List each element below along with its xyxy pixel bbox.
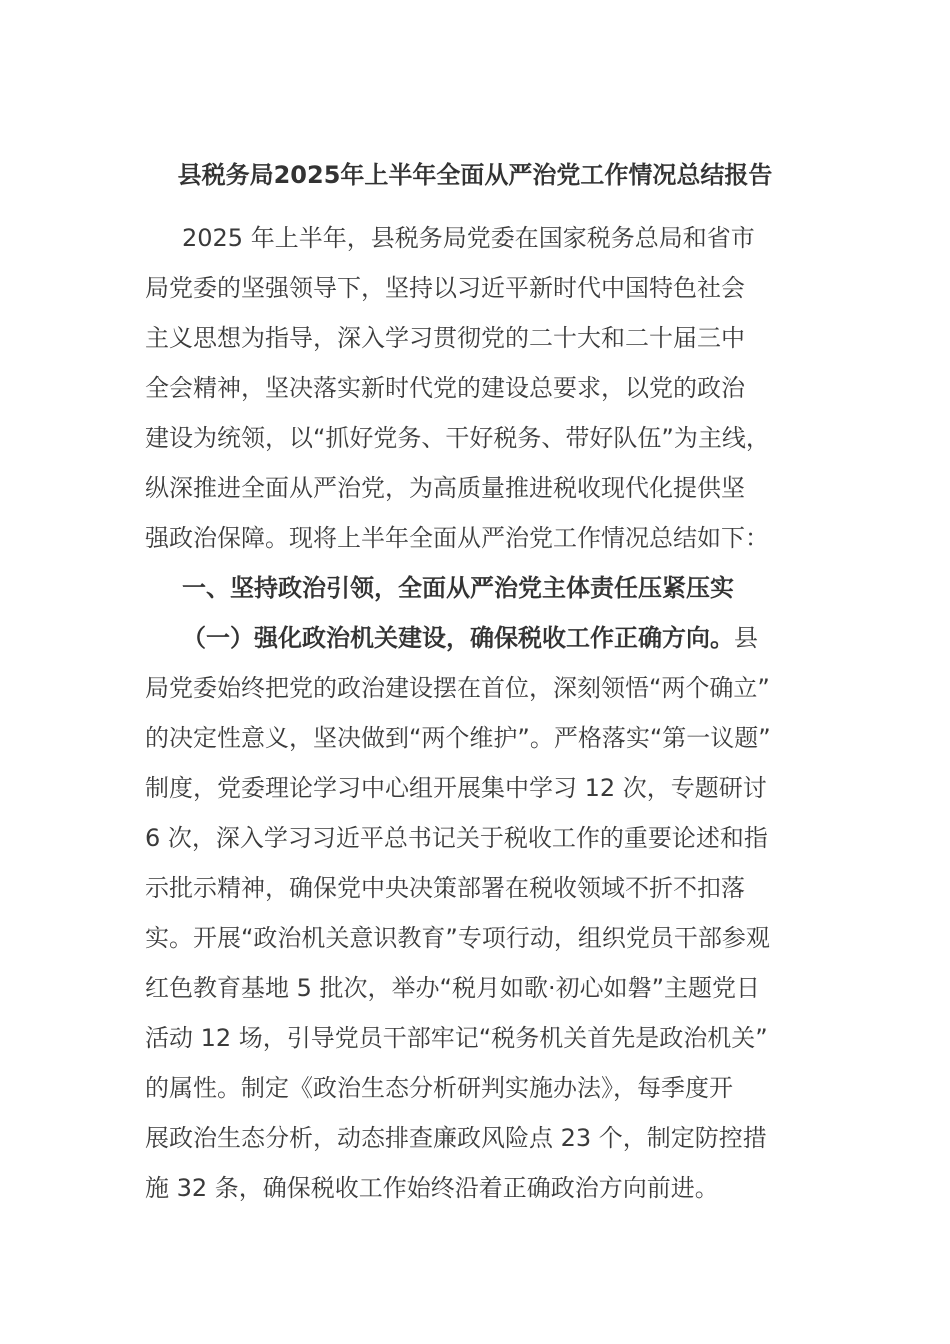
paragraph-line: 主义思想为指导，深入学习贯彻党的二十大和二十届三中 <box>145 324 745 352</box>
paragraph-line: 的属性。制定《政治生态分析研判实施办法》，每季度开 <box>145 1074 733 1102</box>
section-heading: 一、坚持政治引领，全面从严治党主体责任压紧压实 <box>182 574 734 602</box>
paragraph-line: 局党委始终把党的政治建设摆在首位，深刻领悟“两个确立” <box>145 674 770 702</box>
paragraph-line: 局党委的坚强领导下，坚持以习近平新时代中国特色社会 <box>145 274 745 302</box>
paragraph-line: 示批示精神，确保党中央决策部署在税收领域不折不扣落 <box>145 874 745 902</box>
sub-heading-rest: 县 <box>734 624 758 652</box>
paragraph-line: 的决定性意义，坚决做到“两个维护”。严格落实“第一议题” <box>145 724 771 752</box>
paragraph-line: 6 次，深入学习习近平总书记关于税收工作的重要论述和指 <box>145 824 768 852</box>
paragraph-line: 实。开展“政治机关意识教育”专项行动，组织党员干部参观 <box>145 924 770 952</box>
paragraph-line: 活动 12 场，引导党员干部牢记“税务机关首先是政治机关” <box>145 1024 768 1052</box>
sub-heading-bold: （一）强化政治机关建设，确保税收工作正确方向。 <box>182 624 734 652</box>
paragraph-line: 全会精神，坚决落实新时代党的建设总要求，以党的政治 <box>145 374 745 402</box>
sub-heading-line <box>145 613 805 663</box>
paragraph-line: 红色教育基地 5 批次，举办“税月如歌·初心如磐”主题党日 <box>145 974 761 1002</box>
paragraph-line: 纵深推进全面从严治党，为高质量推进税收现代化提供坚 <box>145 474 745 502</box>
paragraph-line: 强政治保障。现将上半年全面从严治党工作情况总结如下： <box>145 524 769 552</box>
document-title: 县税务局2025年上半年全面从严治党工作情况总结报告 <box>177 161 773 189</box>
paragraph-line: 施 32 条，确保税收工作始终沿着正确政治方向前进。 <box>145 1174 719 1202</box>
paragraph-line: 展政治生态分析，动态排查廉政风险点 23 个，制定防控措 <box>145 1124 767 1152</box>
paragraph-line: 2025 年上半年，县税务局党委在国家税务总局和省市 <box>182 224 755 252</box>
paragraph-line: 建设为统领，以“抓好党务、干好税务、带好队伍”为主线， <box>145 424 770 452</box>
paragraph-line: 制度，党委理论学习中心组开展集中学习 12 次，专题研讨 <box>145 774 767 802</box>
document-body <box>145 213 805 1213</box>
